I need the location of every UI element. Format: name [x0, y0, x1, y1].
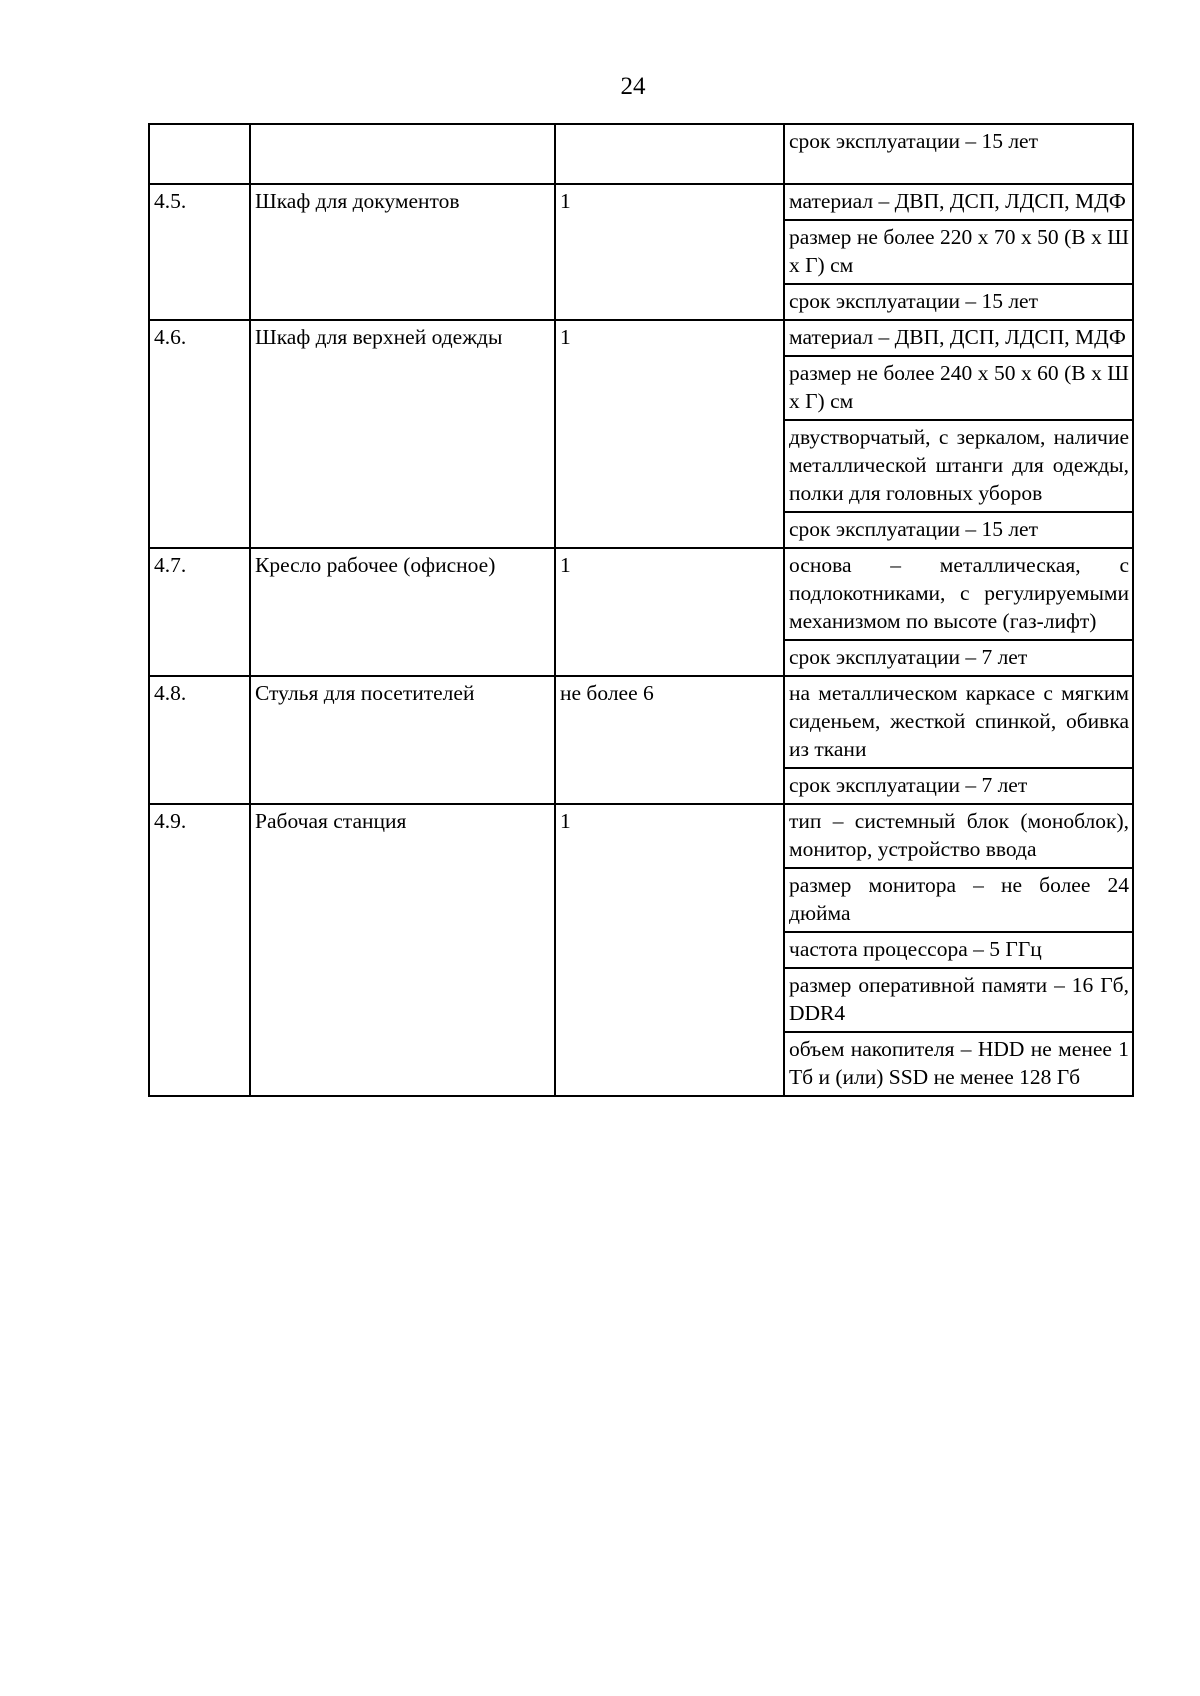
item-quantity: не более 6: [555, 676, 784, 804]
item-spec: тип – системный блок (моноблок), монитор, устройство ввода: [784, 804, 1133, 868]
item-spec: размер не более 240 x 50 x 60 (В x Ш x Г) см: [784, 356, 1133, 420]
item-spec: двустворчатый, с зеркалом, наличие металлической штанги для одежды, полки для головных уборов: [784, 420, 1133, 512]
item-spec: основа – металлическая, с подлокотниками, с регулируемыми механизмом по высоте (газ-лифт): [784, 548, 1133, 640]
table-row: [149, 804, 1133, 868]
table-row: [149, 184, 1133, 220]
item-spec: срок эксплуатации – 7 лет: [784, 640, 1133, 676]
item-name-cell: [250, 124, 555, 184]
page-number: 24: [620, 73, 646, 100]
item-name: Стулья для посетителей: [250, 676, 555, 804]
item-quantity: 1: [555, 804, 784, 1096]
item-number: 4.5.: [149, 184, 250, 320]
item-number-cell: [149, 124, 250, 184]
item-number: 4.6.: [149, 320, 250, 548]
item-spec: срок эксплуатации – 15 лет: [784, 284, 1133, 320]
item-name: Шкаф для верхней одежды: [250, 320, 555, 548]
table-row: [149, 320, 1133, 356]
item-name: Шкаф для документов: [250, 184, 555, 320]
item-qty-cell: [555, 124, 784, 184]
item-number: 4.9.: [149, 804, 250, 1096]
spec-cell: срок эксплуатации – 15 лет: [784, 124, 1133, 184]
item-spec: размер не более 220 x 70 x 50 (В x Ш x Г) см: [784, 220, 1133, 284]
table-body: [149, 124, 1133, 1096]
equipment-spec-table: [148, 123, 1134, 1097]
item-spec: размер оперативной памяти – 16 Гб, DDR4: [784, 968, 1133, 1032]
item-quantity: 1: [555, 184, 784, 320]
item-quantity: 1: [555, 320, 784, 548]
item-name: Рабочая станция: [250, 804, 555, 1096]
table-row: [149, 676, 1133, 768]
item-spec: объем накопителя – HDD не менее 1 Тб и (или) SSD не менее 128 Гб: [784, 1032, 1133, 1096]
item-spec: размер монитора – не более 24 дюйма: [784, 868, 1133, 932]
item-spec: срок эксплуатации – 15 лет: [784, 512, 1133, 548]
continuation-row: [149, 124, 1133, 184]
item-number: 4.7.: [149, 548, 250, 676]
item-spec: материал – ДВП, ДСП, ЛДСП, МДФ: [784, 184, 1133, 220]
item-quantity: 1: [555, 548, 784, 676]
item-spec: материал – ДВП, ДСП, ЛДСП, МДФ: [784, 320, 1133, 356]
table-row: [149, 548, 1133, 640]
item-spec: на металлическом каркасе с мягким сиденьем, жесткой спинкой, обивка из ткани: [784, 676, 1133, 768]
item-name: Кресло рабочее (офисное): [250, 548, 555, 676]
item-number: 4.8.: [149, 676, 250, 804]
item-spec: частота процессора – 5 ГГц: [784, 932, 1133, 968]
item-spec: срок эксплуатации – 7 лет: [784, 768, 1133, 804]
